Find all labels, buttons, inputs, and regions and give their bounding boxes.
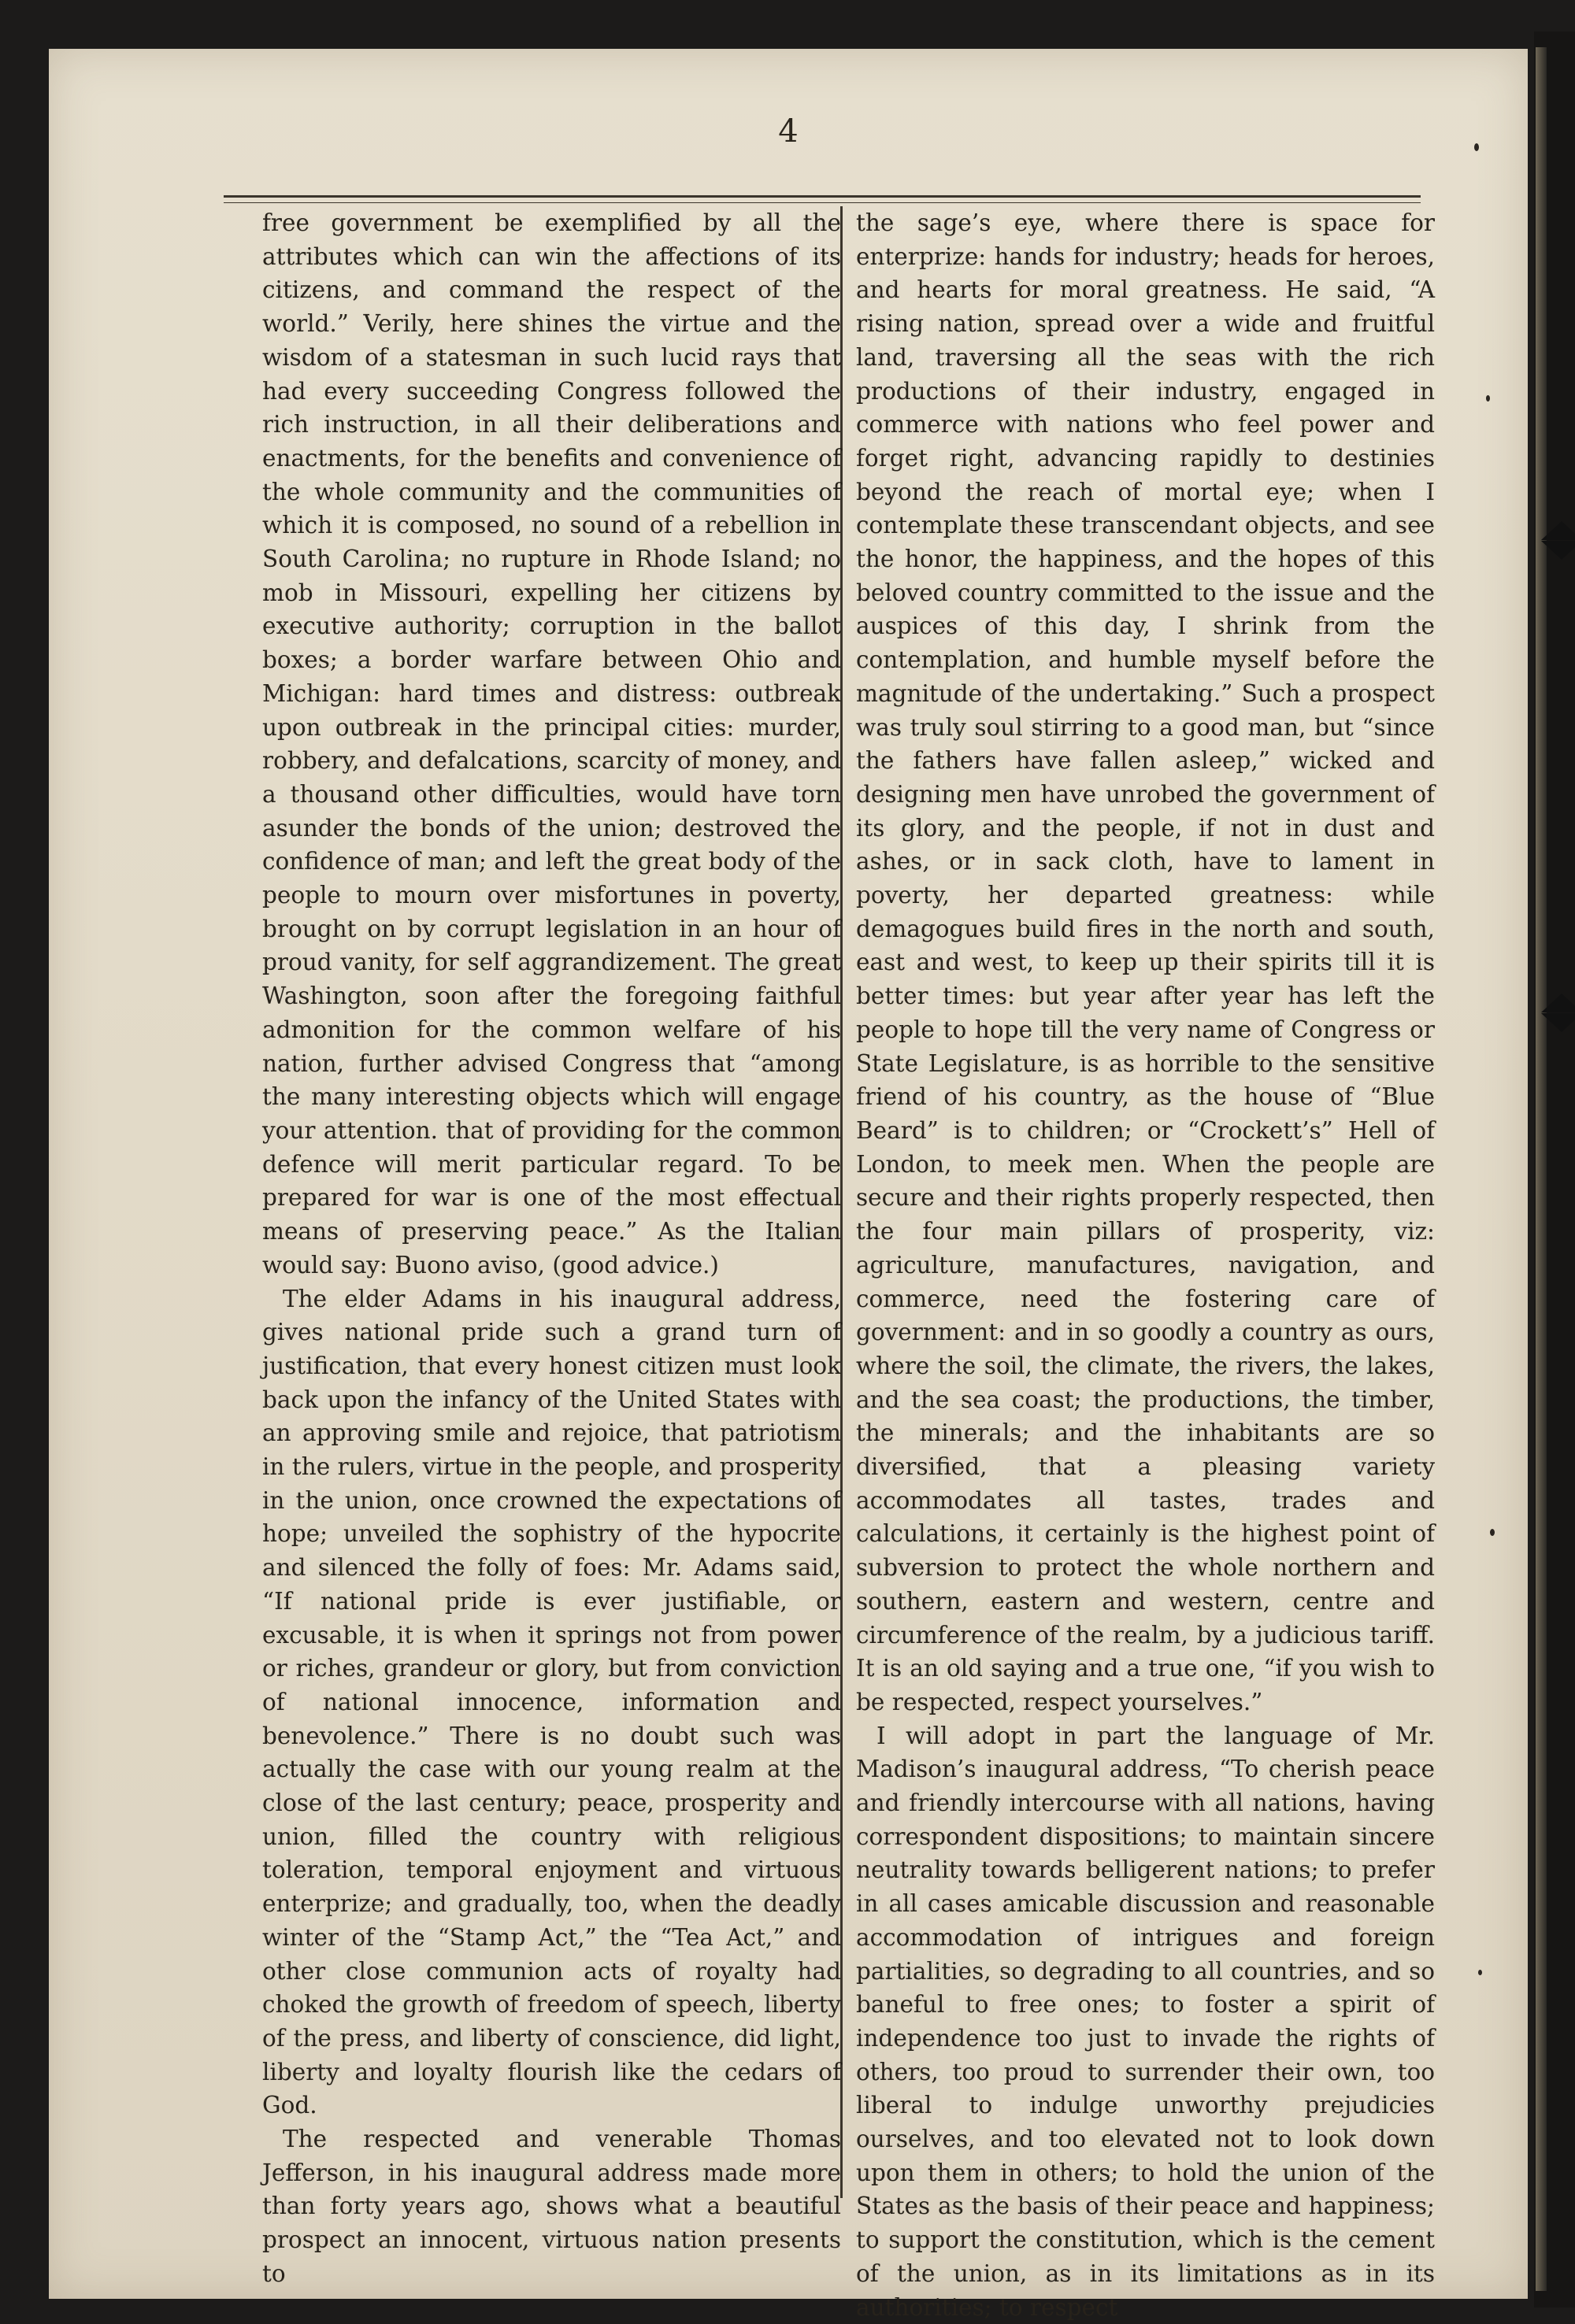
left-paragraph-1: free government be exemplified by all the attributes which can win the affections of its citizens, and command the respect of the world.” Verily, here shines the virtue and the wisdom of a statesman in such lucid rays that had every succeeding Congress followed the rich instruction, in all their deliberations and enactments, for the benefits and convenience of the whole community and the communities of which it is composed, no sound of a rebellion in South Carolina; no rupture in Rhode Island; no mob in Missouri, expelling her citizens by executive authority; corruption in the ballot boxes; a border warfare between Ohio and Michigan: hard times and distress: outbreak upon outbreak in the principal cities: murder, robbery, and defalcations, scarcity of money, and a thousand other difficulties, would have torn asunder the bonds of the union; destroved the confidence of man; and left the great body of the people to mourn over misfortunes in poverty, brought on by corrupt legislation in an hour of proud vanity, for self aggrandizement. The great Washington, soon after the foregoing faithful admonition for the common welfare of his nation, further advised Congress that “among the many interesting objects which will engage your attention. that of providing for the common defence will merit particular regard. To be prepared for war is one of the most effectual means of preserving peace.” As the Italian would say: Buono aviso, (good advice.) [262,209,841,1279]
binding-notch-mark [1541,541,1575,560]
binding-notch-mark [1541,521,1575,540]
binding-notch-mark [1541,994,1575,1012]
binding-notch-mark [1541,1013,1575,1032]
document-page [49,49,1528,2321]
ink-speck [1486,395,1490,402]
right-column [856,206,1435,2324]
right-paragraph-1: the sage’s eye, where there is space for enterprize: hands for industry; heads for heroes, and hearts for moral greatness. He said, “A rising nation, spread over a wide and fruitful land, traversing all the seas with the rich productions of their industry, engaged in commerce with nations who feel power and forget right, advancing rapidly to destinies beyond the reach of mortal eye; when I contemplate these transcendant objects, and see the honor, the happiness, and the hopes of this beloved country committed to the issue and the auspices of this day, I shrink from the contemplation, and humble myself before the magnitude of the undertaking.” Such a prospect was truly soul stirring to a good man, but “since the fathers have fallen asleep,” wicked and designing men have unrobed the government of its glory, and the people, if not in dust and ashes, or in sack cloth, have to lament in poverty, her departed greatness: while demagogues build fires in the north and south, east and west, to keep up their spirits till it is better times: but year after year has left the people to hope till the very name of Congress or State Legislature, is as horrible to the sensitive friend of his country, as the house of “Blue Beard” is to children; or “Crockett’s” Hell of London, to meek men. When the people are secure and their rights properly respected, then the four main pillars of prosperity, viz: agriculture, manufactures, navigation, and commerce, need the fostering care of government: and in so goodly a country as ours, where the soil, the climate, the rivers, the lakes, and the sea coast; the productions, the timber, the minerals; and the inhabitants are so diversified, that a pleasing variety accommodates all tastes, trades and calculations, it certainly is the highest point of subversion to protect the whole northern and southern, eastern and western, centre and circumference of the realm, by a judicious tariff. It is an old saying and a true one, “if you wish to be respected, respect yourselves.” [856,209,1435,1715]
right-paragraph-2: I will adopt in part the language of Mr. Madison’s inaugural address, “To cherish peace and friendly intercourse with all nations, having correspondent dispositions; to maintain sincere neutrality towards belligerent nations; to prefer in all cases amicable discussion and reasonable accommodation of intrigues and foreign partialities, so degrading to all countries, and so baneful to free ones; to foster a spirit of independence too just to invade the rights of others, too proud to surrender their own, too liberal to indulge unworthy prejudicies ourselves, and too elevated not to look down upon them in others; to hold the union of the States as the basis of their peace and happiness; to support the constitution, which is the cement of the union, as in its limitations as in its authorities; to respect [856,1722,1435,2321]
adjacent-page-edge [1536,47,1547,2291]
left-paragraph-3: The respected and venerable Thomas Jefferson, in his inaugural address made more than forty years ago, shows what a beautiful prospect an innocent, virtuous nation presents to [262,2126,841,2287]
page-number: 4 [778,113,799,150]
left-column [262,206,841,2291]
ink-speck [1478,1970,1482,1975]
header-rule [224,195,1421,203]
ink-speck [1490,1529,1495,1536]
ink-speck [1474,143,1479,151]
left-paragraph-2: The elder Adams in his inaugural address, gives national pride such a grand turn of justification, that every honest citizen must look back upon the infancy of the United States with an approving smile and rejoice, that patriotism in the rulers, virtue in the people, and prosperity in the union, once crowned the expectations of hope; unveiled the sophistry of the hypocrite and silenced the folly of foes: Mr. Adams said, “If national pride is ever justifiable, or excusable, it is when it springs not from power or riches, grandeur or glory, but from conviction of national innocence, information and benevolence.” There is no doubt such was actually the case with our young realm at the close of the last century; peace, prosperity and union, filled the country with religious toleration, temporal enjoyment and virtuous enterprize; and gradually, too, when the deadly winter of the “Stamp Act,” the “Tea Act,” and other close communion acts of royalty had choked the growth of freedom of speech, liberty of the press, and liberty of conscience, did light, liberty and loyalty flourish like the cedars of God. [262,1285,841,2119]
